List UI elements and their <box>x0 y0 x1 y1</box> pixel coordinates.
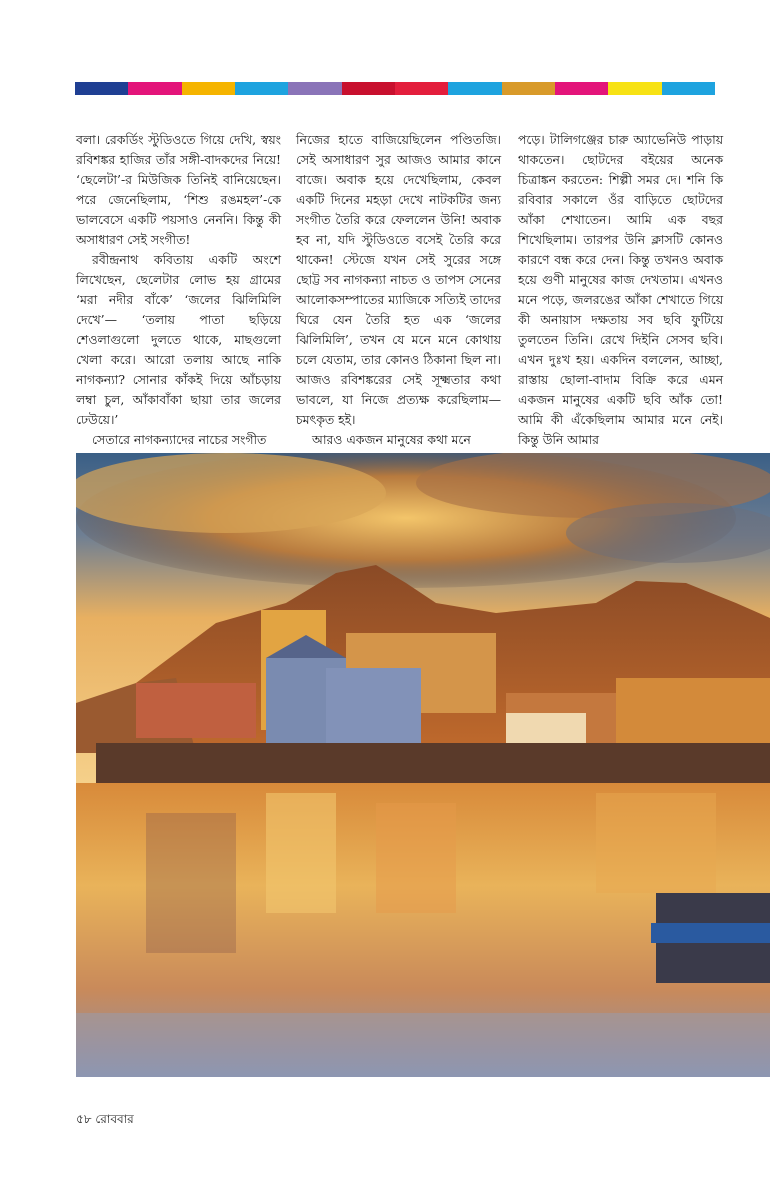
color-bar-segment <box>555 82 608 95</box>
paragraph: পড়ে। টালিগঞ্জের চারু অ্যাভেনিউ পাড়ায় থাকতেন। ছোটদের বইয়ের অনেক চিত্রাঙ্কন করতেন: শিল্পী সমর দে। শনি কি রবিবার সকালে ওঁর বাড়িতে ছোটদের আঁকা শেখাতেন। আমি এক বছর শিখেছিলাম। তারপর উনি ক্লাসটি কোনও কারণে বন্ধ করে দেন। কিন্তু তখনও অবাক হয়ে গুণী মানুষের কাজ দেখতাম। এখনও মনে পড়ে, জলরঙের আঁকা শেখাতে গিয়ে কী অনায়াস দক্ষতায় সব ছবি ফুটিয়ে তুলতেন তিনি। রেখে দিইনি সেসব ছবি। এখন দুঃখ হয়। একদিন বললেন, আচ্ছা, রাস্তায় ছোলা-বাদাম বিক্রি করে এমন একজন মানুষের একটি ছবি আঁক তো! আমি কী এঁকেছিলাম আমার মনে নেই। কিন্তু উনি আমার <box>518 132 723 447</box>
color-bar <box>75 82 715 95</box>
color-bar-segment <box>128 82 181 95</box>
text-column-1 <box>76 130 281 450</box>
color-bar-segment <box>448 82 501 95</box>
paragraph: আরও একজন মানুষের কথা মনে <box>312 432 471 447</box>
paragraph: বলা। রেকর্ডিং স্টুডিওতে গিয়ে দেখি, স্বয়ং রবিশঙ্কর হাজির তাঁর সঙ্গী-বাদকদের নিয়ে! ‘ছেলেটা’-র মিউজিক তিনিই বানিয়েছেন। পরে জেনেছিলাম, ‘শিশু রঙমহল’-কে ভালবেসে একটি পয়সাও নেননি। কিন্তু কী অসাধারণ সেই সংগীত! <box>76 132 281 247</box>
paragraph: রবীন্দ্রনাথ কবিতায় একটি অংশে লিখেছেন, ছেলেটার লোভ হয় গ্রামের ‘মরা নদীর বাঁকে’ ‘জলের ঝিলিমিলি দেখে’— ‘তলায় পাতা ছড়িয়ে শেওলাগুলো দুলতে থাকে, মাছগুলো খেলা করে। আরো তলায় আছে নাকি নাগকন্যা? সোনার কাঁকই দিয়ে আঁচড়ায় লম্বা চুল, আঁকাবাঁকা ছায়া তার জলের ঢেউয়ে।’ <box>76 252 281 427</box>
paragraph: সেতারে নাগকন্যাদের নাচের সংগীত <box>92 432 267 447</box>
color-bar-segment <box>395 82 448 95</box>
color-bar-segment <box>182 82 235 95</box>
color-bar-segment <box>288 82 341 95</box>
color-bar-segment <box>502 82 555 95</box>
color-bar-segment <box>235 82 288 95</box>
text-column-3 <box>518 130 723 450</box>
color-bar-segment <box>608 82 661 95</box>
color-bar-segment <box>662 82 715 95</box>
color-bar-segment <box>75 82 128 95</box>
page-footer: ৫৮ রোববার <box>76 1112 134 1126</box>
color-bar-segment <box>342 82 395 95</box>
paragraph: নিজের হাতে বাজিয়েছিলেন পণ্ডিতজি। সেই অসাধারণ সুর আজও আমার কানে বাজে। অবাক হয়ে দেখেছিলাম, কেবল একটি দিনের মহড়া দেখে নাটকটির জন্য সংগীত তৈরি করে ফেললেন উনি! অবাক হব না, যদি স্টুডিওতে বসেই তৈরি করে থাকেন! স্টেজে যখন সেই সুরের সঙ্গে ছোট্ট সব নাগকন্যা নাচত ও তাপস সেনের আলোকসম্পাতের ম্যাজিকে সত্যিই তাদের ঘিরে যেন তৈরি হত এক ‘জলের ঝিলিমিলি’, তখন যে মনে মনে কোথায় চলে যেতাম, তার কোনও ঠিকানা ছিল না। আজও রবিশঙ্করের সেই সূক্ষ্মতার কথা ভাবলে, যা নিজে প্রত্যক্ষ করেছিলাম— চমৎকৃত হই। <box>296 132 501 427</box>
waterfront-photo <box>76 453 770 1077</box>
text-column-2 <box>296 130 501 450</box>
